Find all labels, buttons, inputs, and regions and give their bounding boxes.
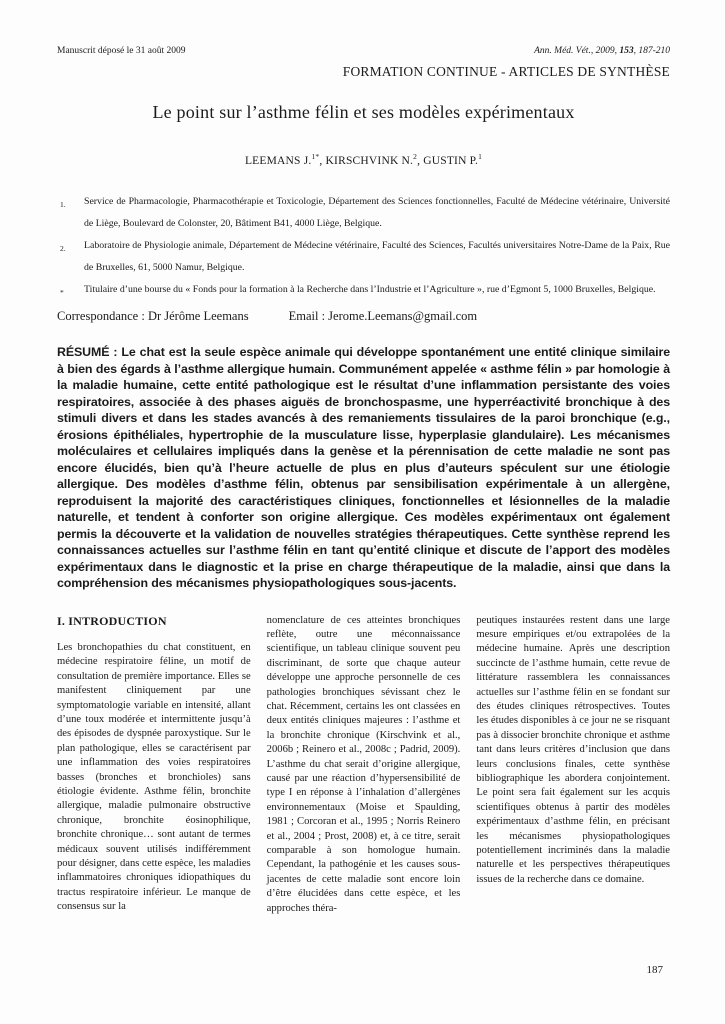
abstract bbox=[57, 344, 670, 592]
affiliation-item bbox=[57, 191, 670, 235]
correspondence-email: Email : Jerome.Leemans@gmail.com bbox=[288, 309, 478, 323]
abstract-label: RÉSUMÉ : bbox=[57, 345, 118, 359]
author-affiliation-superscript: 2 bbox=[413, 152, 418, 162]
affiliation-item bbox=[57, 235, 670, 279]
author-name: LEEMANS J. bbox=[244, 155, 312, 167]
affiliation-marker: 1. bbox=[60, 200, 66, 209]
introduction-section bbox=[57, 614, 670, 917]
author-name: , GUSTIN P. bbox=[417, 155, 479, 167]
column-text: peutiques instaurées restent dans une large mesure empiriques et/ou extrapolées de la médecine humaine. Après une description succincte de l’asthme humain, cette revue de littérature rassemblera les connaissances actuelles sur l’asthme félin en se fondant sur des études cliniques rétrospectives. Toutes les études disponibles à ce jour ne se risquant pas à dissocier bronchite chronique et asthme tant dans leurs critères d’inclusion que dans leurs conclusions finales, cette synthèse bibliographique les abordera conjointement. Le point sera fait également sur les acquis scientifiques obtenus à partir des modèles expérimentaux d’asthme félin, en précisant les mécanismes physiopathologiques potentiellement incriminés dans la maladie naturelle et les perspectives thérapeutiques issues de la recherche dans ce domaine. bbox=[476, 614, 671, 885]
affiliation-item-footnote bbox=[57, 279, 670, 301]
correspondence-contact: Correspondance : Dr Jérôme Leemans bbox=[57, 309, 249, 323]
manuscript-note: Manuscrit déposé le 31 août 2009 bbox=[57, 46, 186, 56]
journal-reference-suffix: , 187-210 bbox=[633, 46, 670, 56]
article-title: Le point sur l’asthme félin et ses modèles expérimentaux bbox=[152, 102, 575, 122]
journal-reference-prefix: Ann. Méd. Vét., 2009, bbox=[534, 46, 620, 56]
affiliation-marker: * bbox=[60, 288, 64, 297]
column-text: nomenclature de ces atteintes bronchiques reflète, outre une méconnaissance scientifique, un tableau clinique souvent peu discriminant, de sorte que chaque auteur développe une approche personnelle de ces pathologies bronchiques sévissant chez le chat. Récemment, certains les ont classées en deux entités cliniques majeures : l’asthme et la bronchite chronique (Kirschvink et al., 2006b ; Reinero et al., 2008c ; Padrid, 2009). L’asthme du chat serait d’origine allergique, causé par une réaction d’hypersensibilité de type I en réponse à l’inhalation d’allergènes environnementaux (Moise et Spaulding, 1981 ; Corcoran et al., 1995 ; Norris Reinero et al., 2004 ; Prost, 2008) et, à ce titre, serait comparable à son homologue humain. Cependant, la pathogénie et les causes sous-jacentes de cette maladie sont encore loin d’être élucidées dans cette espèce, et les approches théra- bbox=[266, 614, 461, 914]
journal-reference bbox=[534, 46, 670, 56]
author-affiliation-superscript: 1 bbox=[478, 152, 483, 162]
journal-volume: 153 bbox=[619, 46, 634, 56]
section-banner: FORMATION CONTINUE - ARTICLES DE SYNTHÈSE bbox=[342, 64, 670, 79]
abstract-text: Le chat est la seule espèce animale qui développe spontanément une entité clinique similaire à bien des égards à l’asthme allergique humain. Communément appelée « asthme félin » par homologie à la maladie humaine, cette entité pathologique est le résultat d’une inflammation persistante des voies respiratoires, associée à des phases aiguës de bronchospasme, une hyperréactivité bronchique à des stimuli divers et dans les stades avancés à des remaniements tissulaires de la paroi bronchique (e.g., érosions épithéliales, hypertrophie de la musculature lisse, hyperplasie glandulaire). Les mécanismes moléculaires et cellulaires impliqués dans la genèse et la pérennisation de cette maladie ne sont pas encore élucidés, bien qu’à l’heure actuelle de plus en plus d’auteurs spéculent sur une étiologie allergique. Des modèles d’asthme félin, obtenus par sensibilisation expérimentale à un allergène, reproduisent la majorité des caractéristiques cliniques, fonctionnelles et lésionnelles de la maladie naturelle, et tendent à conforter son origine allergique. Ces modèles expérimentaux ont également permis la découverte et la validation de nouvelles stratégies thérapeutiques. Cette synthèse reprend les connaissances actuelles sur l’asthme félin en tant qu’entité clinique et discute de l’apport des modèles expérimentaux dans le diagnostic et la prise en charge thérapeutique de la maladie, ainsi que dans la compréhension des mécanismes physiopathologiques sous-jacents. bbox=[57, 345, 671, 590]
masthead bbox=[57, 46, 670, 56]
affiliation-text: Laboratoire de Physiologie animale, Département de Médecine vétérinaire, Faculté des Sciences, Facultés universitaires Notre-Dame de la Paix, Rue de Bruxelles, 61, 5000 Namur, Belgique. bbox=[84, 240, 670, 273]
introduction-heading: I. INTRODUCTION bbox=[57, 613, 167, 628]
affiliations-list bbox=[57, 191, 670, 301]
affiliation-text: Titulaire d’une bourse du « Fonds pour la formation à la Recherche dans l’Industrie et l’Agriculture », rue d’Egmont 5, 1000 Bruxelles, Belgique. bbox=[84, 284, 656, 295]
affiliation-text: Service de Pharmacologie, Pharmacothérapie et Toxicologie, Département des Sciences fonctionnelles, Faculté de Médecine vétérinaire, Université de Liège, Boulevard de Colonster, 20, Bâtiment B41, 4000 Liège, Belgique. bbox=[84, 196, 670, 229]
intro-column-1 bbox=[57, 614, 251, 917]
column-text: Les bronchopathies du chat constituent, en médecine respiratoire féline, un motif de consultation de première importance. Elles se manifestent cliniquement par une symptomatologie variable en intensité, allant d’une toux modérée et intermittente jusqu’à des épisodes de dyspnée paroxystique. Sur le plan pathologique, elles se caractérisent par une inflammation des voies respiratoires basses (bronches et bronchioles) sans étiologie évidente. Asthme félin, bronchite allergique, maladie pulmonaire obstructive chronique, bronchite éosinophilique, bronchite chronique… sont autant de termes médicaux souvent utilisés indifféremment pour désigner, dans cette espèce, les maladies inflammatoires chroniques idiopathiques du tractus respiratoire inférieur. Le manque de consensus sur la bbox=[57, 641, 251, 913]
correspondence-line bbox=[57, 309, 670, 324]
intro-column-3 bbox=[476, 614, 670, 917]
author-name: , KIRSCHVINK N. bbox=[319, 155, 414, 167]
intro-column-2 bbox=[267, 614, 461, 917]
author-affiliation-superscript: 1* bbox=[311, 152, 320, 162]
page-number: 187 bbox=[646, 964, 663, 976]
authors-line bbox=[57, 152, 670, 167]
affiliation-marker: 2. bbox=[60, 244, 66, 253]
